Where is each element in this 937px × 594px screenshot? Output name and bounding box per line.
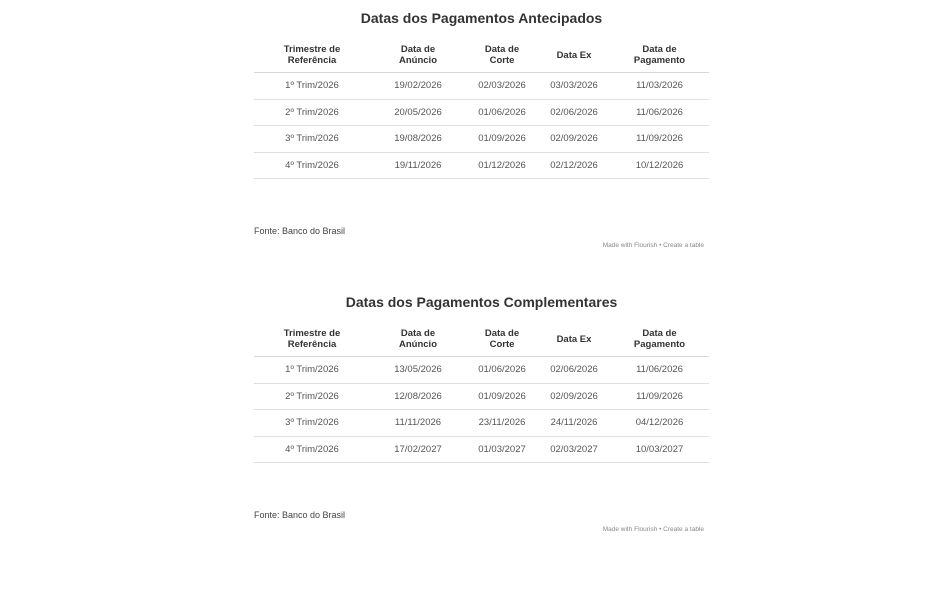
table-cell: 2º Trim/2026 bbox=[254, 99, 370, 126]
table-row bbox=[254, 410, 709, 437]
table-cell: 11/09/2026 bbox=[610, 126, 709, 153]
table-cell: 01/06/2026 bbox=[466, 99, 538, 126]
data-table bbox=[254, 322, 709, 463]
header-data-pagamento[interactable]: Data de Pagamento bbox=[610, 322, 709, 357]
header-data-anuncio[interactable]: Data de Anúncio bbox=[370, 322, 466, 357]
table-title: Datas dos Pagamentos Complementares bbox=[345, 294, 618, 310]
table-cell: 19/02/2026 bbox=[370, 73, 466, 100]
table-cell: 02/06/2026 bbox=[538, 357, 610, 384]
data-table bbox=[254, 38, 709, 179]
table-cell: 1º Trim/2026 bbox=[254, 357, 370, 384]
table-cell: 01/03/2027 bbox=[466, 436, 538, 463]
table-cell: 19/08/2026 bbox=[370, 126, 466, 153]
table-cell: 02/03/2026 bbox=[466, 73, 538, 100]
create-table-link[interactable]: Create a table bbox=[663, 526, 704, 533]
table-cell: 4º Trim/2026 bbox=[254, 436, 370, 463]
header-row bbox=[254, 38, 709, 73]
table-cell: 19/11/2026 bbox=[370, 152, 466, 179]
credit-separator: • bbox=[659, 242, 662, 249]
credit-separator: • bbox=[659, 526, 662, 533]
table-row bbox=[254, 436, 709, 463]
table-cell: 01/09/2026 bbox=[466, 126, 538, 153]
header-data-ex[interactable]: Data Ex bbox=[538, 322, 610, 357]
flourish-credit bbox=[603, 526, 704, 533]
table-cell: 02/12/2026 bbox=[538, 152, 610, 179]
header-data-ex[interactable]: Data Ex bbox=[538, 38, 610, 73]
flourish-credit bbox=[603, 242, 704, 249]
table-cell: 13/05/2026 bbox=[370, 357, 466, 384]
table-cell: 11/06/2026 bbox=[610, 99, 709, 126]
table-cell: 11/06/2026 bbox=[610, 357, 709, 384]
table-title: Datas dos Pagamentos Antecipados bbox=[360, 10, 603, 26]
table-row bbox=[254, 126, 709, 153]
table-cell: 3º Trim/2026 bbox=[254, 410, 370, 437]
table-row bbox=[254, 383, 709, 410]
header-data-anuncio[interactable]: Data de Anúncio bbox=[370, 38, 466, 73]
table-cell: 2º Trim/2026 bbox=[254, 383, 370, 410]
made-with-flourish-link[interactable]: Made with Flourish bbox=[602, 526, 658, 533]
table-cell: 23/11/2026 bbox=[466, 410, 538, 437]
table-cell: 11/03/2026 bbox=[610, 73, 709, 100]
table-row bbox=[254, 99, 709, 126]
header-data-corte[interactable]: Data de Corte bbox=[466, 38, 538, 73]
table-cell: 01/12/2026 bbox=[466, 152, 538, 179]
header-trimestre[interactable]: Trimestre de Referência bbox=[254, 38, 370, 73]
table-cell: 03/03/2026 bbox=[538, 73, 610, 100]
table-cell: 20/05/2026 bbox=[370, 99, 466, 126]
table-cell: 11/09/2026 bbox=[610, 383, 709, 410]
table-cell: 17/02/2027 bbox=[370, 436, 466, 463]
create-table-link[interactable]: Create a table bbox=[663, 242, 704, 249]
table-cell: 3º Trim/2026 bbox=[254, 126, 370, 153]
source-note: Fonte: Banco do Brasil bbox=[254, 510, 346, 520]
table-cell: 11/11/2026 bbox=[370, 410, 466, 437]
table-cell: 10/03/2027 bbox=[610, 436, 709, 463]
table-cell: 02/06/2026 bbox=[538, 99, 610, 126]
header-data-corte[interactable]: Data de Corte bbox=[466, 322, 538, 357]
header-trimestre[interactable]: Trimestre de Referência bbox=[254, 322, 370, 357]
source-note: Fonte: Banco do Brasil bbox=[254, 226, 346, 236]
table-cell: 12/08/2026 bbox=[370, 383, 466, 410]
table-cell: 4º Trim/2026 bbox=[254, 152, 370, 179]
table-cell: 02/03/2027 bbox=[538, 436, 610, 463]
table-cell: 01/09/2026 bbox=[466, 383, 538, 410]
made-with-flourish-link[interactable]: Made with Flourish bbox=[602, 242, 658, 249]
table-row bbox=[254, 357, 709, 384]
table-cell: 02/09/2026 bbox=[538, 383, 610, 410]
table-cell: 1º Trim/2026 bbox=[254, 73, 370, 100]
header-row bbox=[254, 322, 709, 357]
table-row bbox=[254, 152, 709, 179]
table-row bbox=[254, 73, 709, 100]
table-cell: 04/12/2026 bbox=[610, 410, 709, 437]
table-cell: 10/12/2026 bbox=[610, 152, 709, 179]
header-data-pagamento[interactable]: Data de Pagamento bbox=[610, 38, 709, 73]
table-cell: 02/09/2026 bbox=[538, 126, 610, 153]
table-cell: 01/06/2026 bbox=[466, 357, 538, 384]
table-cell: 24/11/2026 bbox=[538, 410, 610, 437]
